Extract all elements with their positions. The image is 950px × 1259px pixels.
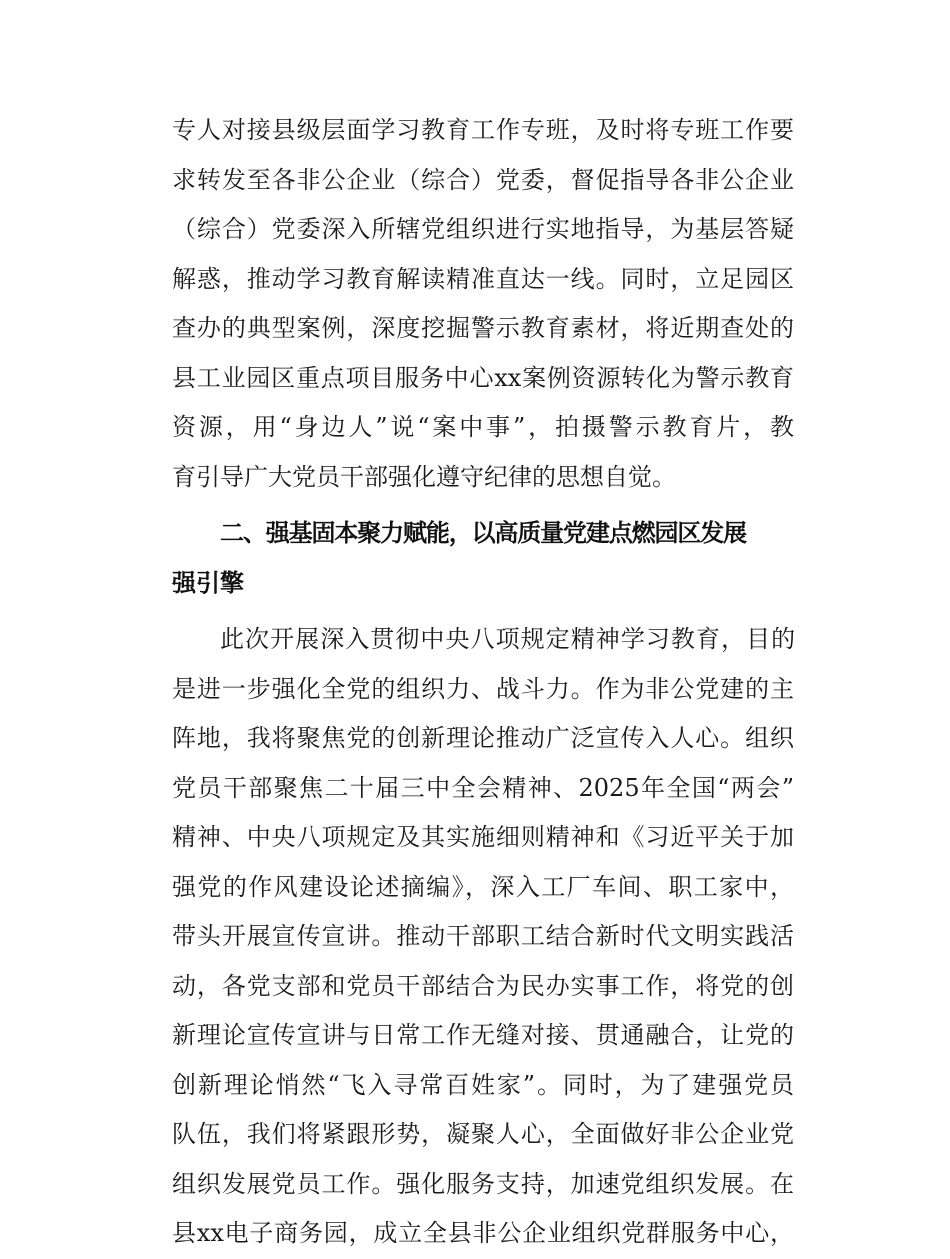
text-line: 县工业园区重点项目服务中心xx案例资源转化为警示教育 — [172, 363, 794, 392]
text-line: 精神、中央八项规定及其实施细则精神和《习近平关于加 — [172, 823, 794, 851]
document-body — [172, 106, 794, 1259]
paragraph-party-building — [172, 615, 794, 1259]
text-line: （综合）党委深入所辖党组织进行实地指导，为基层答疑 — [172, 215, 794, 243]
text-line: 组织发展党员工作。强化服务支持，加速党组织发展。在 — [172, 1169, 794, 1198]
text-line: 育引导广大党员干部强化遵守纪律的思想自觉。 — [172, 462, 676, 491]
text-line: 资源，用“身边人”说“案中事”，拍摄警示教育片，教 — [172, 413, 794, 441]
text-line: 动，各党支部和党员干部结合为民办实事工作，将党的创 — [172, 971, 794, 1000]
text-line: 带头开展宣传宣讲。推动干部职工结合新时代文明实践活 — [172, 922, 794, 950]
text-line: 此次开展深入贯彻中央八项规定精神学习教育，目的 — [220, 625, 794, 653]
text-line: 队伍，我们将紧跟形势，凝聚人心，全面做好非公企业党 — [172, 1120, 794, 1148]
text-line: 创新理论悄然“飞入寻常百姓家”。同时，为了建强党员 — [172, 1070, 794, 1099]
text-line: 是进一步强化全党的组织力、战斗力。作为非公党建的主 — [172, 674, 794, 703]
paragraph-anti-corruption-education — [172, 106, 794, 502]
text-line: 党员干部聚焦二十届三中全会精神、2025年全国“两会” — [172, 773, 794, 802]
text-line: 强党的作风建设论述摘编》，深入工厂车间、职工家中， — [172, 872, 794, 901]
text-line: 新理论宣传宣讲与日常工作无缝对接、贯通融合，让党的 — [172, 1021, 794, 1049]
heading-line: 强引擎 — [172, 568, 244, 597]
heading-line: 二、强基固本聚力赋能，以高质量党建点燃园区发展 — [220, 519, 746, 547]
text-line: 专人对接县级层面学习教育工作专班，及时将专班工作要 — [172, 116, 794, 144]
text-line: 阵地，我将聚焦党的创新理论推动广泛宣传入人心。组织 — [172, 724, 794, 752]
section-heading-2 — [172, 509, 794, 608]
text-line: 求转发至各非公企业（综合）党委，督促指导各非公企业 — [172, 165, 794, 194]
text-line: 解惑，推动学习教育解读精准直达一线。同时，立足园区 — [172, 264, 794, 293]
text-line: 县xx电子商务园，成立全县非公企业组织党群服务中心， — [172, 1219, 794, 1247]
text-line: 查办的典型案例，深度挖掘警示教育素材，将近期查处的 — [172, 314, 794, 342]
